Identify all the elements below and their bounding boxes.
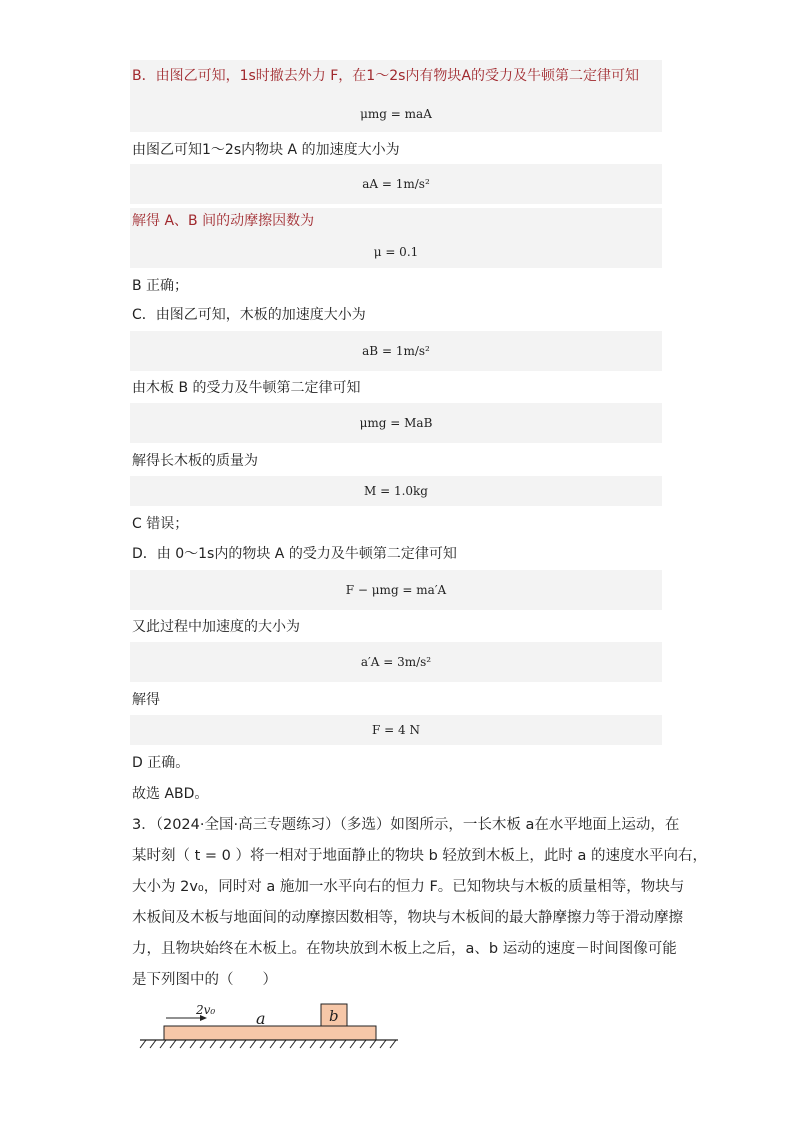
solution-c-text-2: 由木板 B 的受力及牛顿第二定律可知 [132,380,361,396]
equation-4: aB = 1m/s² [362,344,430,358]
board-a [164,1026,376,1040]
solution-b-text-3: 解得 A、B 间的动摩擦因数为 [132,213,315,229]
question-3-line-5: 力，且物块始终在木板上。在物块放到木板上之后，a、b 运动的速度－时间图像可能 [132,941,677,957]
question-3-line-6: 是下列图中的（ ） [132,972,277,988]
question-3-line-2: 某时刻（ t = 0 ）将一相对于地面静止的物块 b 轻放到木板上，此时 a 的速度水平向右， [132,848,708,864]
equation-6: M = 1.0kg [363,484,428,498]
solution-d-heading: D．由 0～1s内的物块 A 的受力及牛顿第二定律可知 [132,546,457,562]
velocity-label: 2v₀ [196,1003,216,1017]
question-3-line-4: 木板间及木板与地面间的动摩擦因数相等，物块与木板间的最大静摩擦力等于滑动摩擦 [132,910,683,926]
equation-8: a′A = 3m/s² [360,655,432,669]
equation-9: F = 4 N [372,723,420,737]
equation-2: aA = 1m/s² [362,177,430,191]
solution-c-result: C 错误； [132,516,189,532]
ground-hatching [140,1040,396,1048]
equation-3: μ = 0.1 [373,245,419,259]
solution-c-text-3: 解得长木板的质量为 [132,453,258,469]
solution-d-result: D 正确。 [132,755,190,771]
solution-conclusion: 故选 ABD。 [132,786,209,802]
equation-7: F − μmg = ma′A [345,583,447,597]
solution-b-result: B 正确； [132,278,189,294]
solution-d-text-3: 解得 [132,692,160,708]
question-3-line-3: 大小为 2v₀，同时对 a 施加一水平向右的恒力 F。已知物块与木板的质量相等，物块与 [132,879,685,895]
solution-c-heading: C．由图乙可知，木板的加速度大小为 [132,307,366,323]
solution-b-text-2: 由图乙可知1～2s内物块 A 的加速度大小为 [132,142,400,158]
equation-1: μmg = maA [360,107,432,121]
board-label: a [256,1009,266,1028]
board-block-figure [136,996,406,1056]
solution-b-heading: B．由图乙可知，1s时撤去外力 F，在1～2s内有物块A的受力及牛顿第二定律可知 [132,68,639,84]
solution-d-text-2: 又此过程中加速度的大小为 [132,619,300,635]
question-3-line-1: 3．（2024·全国·高三专题练习）（多选）如图所示，一长木板 a在水平地面上运动，在 [132,817,680,833]
equation-5: μmg = MaB [359,416,433,430]
block-label: b [329,1007,339,1025]
